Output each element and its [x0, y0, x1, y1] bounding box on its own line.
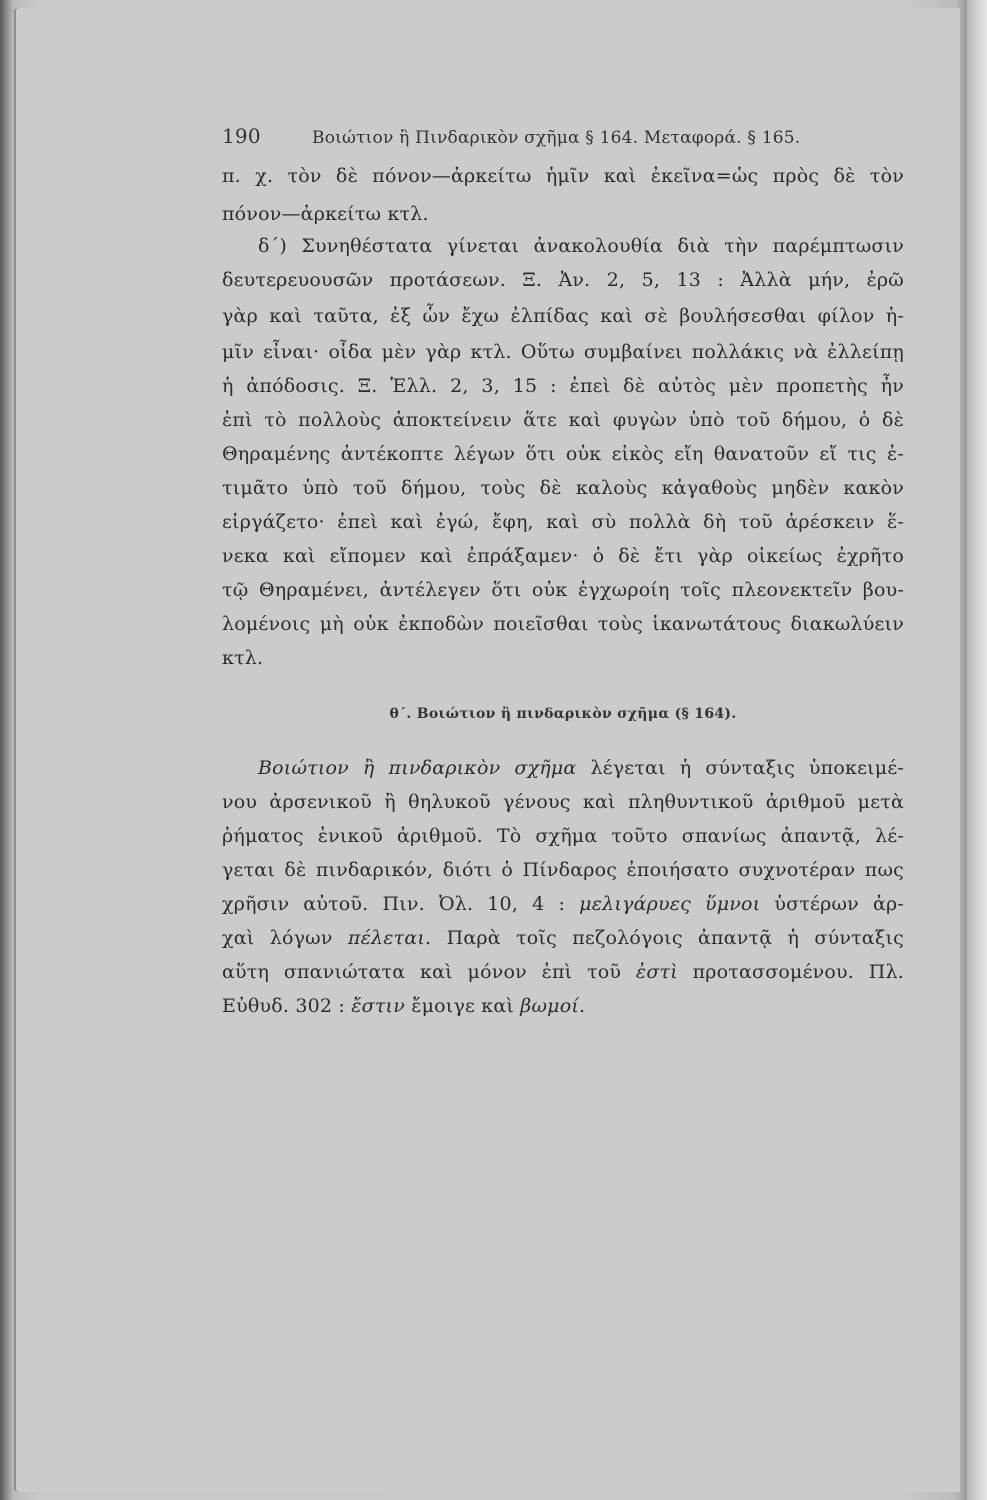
text-line — [222, 960, 904, 984]
text-span: Εὐθυδ. 302 : — [222, 995, 352, 1017]
text-line: ἡ ἀπόδοσις. Ξ. Ἑλλ. 2, 3, 15 : ἐπεὶ δὲ αὐτὸς μὲν προπετὴς ἦν — [222, 375, 904, 397]
page-edge — [967, 0, 987, 1500]
text-line — [222, 892, 904, 916]
italic-quote: πέλεται. — [347, 927, 432, 949]
text-span: χαὶ λόγων — [222, 927, 348, 949]
text-span: λέγεται ἡ σύνταξις ὑποκειμέ- — [576, 757, 904, 779]
running-header — [222, 124, 904, 150]
text-line: γεται δὲ πινδαρικόν, διότι ὁ Πίνδαρος ἐποιήσατο συχνοτέραν πως — [222, 859, 904, 881]
text-line: εἰργάζετο· ἐπεὶ καὶ ἐγώ, ἔφη, καὶ σὺ πολλὰ δὴ τοῦ ἀρέσκειν ἕ- — [222, 511, 904, 533]
text-span: αὕτη σπανιώτατα καὶ μόνον ἐπὶ τοῦ — [222, 961, 636, 983]
text-span: προτασσομένου. Πλ. — [677, 961, 904, 983]
italic-term: Βοιώτιον ἢ πινδαρικὸν σχῆμα — [258, 757, 577, 779]
page-number: 190 — [222, 124, 261, 148]
text-line: νου ἀρσενικοῦ ἢ θηλυκοῦ γένους καὶ πληθυντικοῦ ἀριθμοῦ μετὰ — [222, 791, 904, 813]
text-line — [222, 926, 904, 950]
text-line: λομένοις μὴ οὐκ ἐκποδὼν ποιεῖσθαι τοὺς ἱκανωτάτους διακωλύειν — [222, 613, 904, 635]
text-line — [258, 756, 904, 780]
text-line: δ΄) Συνηθέστατα γίνεται ἀνακολουθία διὰ τὴν παρέμπτωσιν — [258, 235, 904, 257]
text-line: νεκα καὶ εἴπομεν καὶ ἐπράξαμεν· ὁ δὲ ἔτι γὰρ οἰκείως ἐχρῆτο — [222, 545, 904, 567]
book-page — [14, 8, 960, 1492]
text-line: ἐπὶ τὸ πολλοὺς ἀποκτείνειν ἅτε καὶ φυγὼν ὑπὸ τοῦ δήμου, ὁ δὲ — [222, 409, 904, 431]
text-span: χρῆσιν αὐτοῦ. Πιν. Ὀλ. 10, 4 : — [222, 893, 580, 915]
text-line: μῖν εἶναι· οἶδα μὲν γὰρ κτλ. Οὕτω συμβαίνει πολλάκις νὰ ἐλλείπῃ — [222, 341, 904, 363]
section-heading: θ΄. Βοιώτιον ἢ πινδαρικὸν σχῆμα (§ 164). — [389, 706, 737, 722]
running-title: Βοιώτιον ἢ Πινδαρικὸν σχῆμα § 164. Μεταφορά. § 165. — [312, 128, 801, 148]
text-line: τῷ Θηραμένει, ἀντέλεγεν ὅτι οὐκ ἐγχωροίη τοῖς πλεονεκτεῖν βου- — [222, 579, 904, 601]
text-span: ἔμοιγε καὶ — [404, 995, 521, 1017]
text-line: τιμᾶτο ὑπὸ τοῦ δήμου, τοὺς δὲ καλοὺς κἀγαθοὺς μηδὲν κακὸν — [222, 477, 904, 499]
text-line: δευτερευουσῶν προτάσεων. Ξ. Ἀν. 2, 5, 13 : Ἀλλὰ μήν, ἐρῶ — [222, 269, 904, 291]
italic-quote: μελιγάρυες ὕμνοι — [579, 893, 761, 915]
italic-word: ἔστιν — [351, 995, 405, 1017]
text-span: ὑστέρων ἀρ- — [760, 893, 904, 915]
text-line: κτλ. — [222, 647, 264, 669]
text-span: Παρὰ τοῖς πεζολόγοις ἀπαντᾷ ἡ σύνταξις — [431, 927, 904, 949]
text-line: π. χ. τὸν δὲ πόνον—ἀρκείτω ἡμῖν καὶ ἐκεῖνα=ὡς πρὸς δὲ τὸν — [222, 165, 904, 187]
text-line: γὰρ καὶ ταῦτα, ἐξ ὧν ἔχω ἐλπίδας καὶ σὲ βουλήσεσθαι φίλον ἡ- — [222, 305, 904, 327]
italic-word: βωμοί. — [520, 995, 586, 1017]
text-line — [222, 994, 904, 1018]
italic-word: ἐστὶ — [635, 961, 678, 983]
text-line: ῥήματος ἑνικοῦ ἀριθμοῦ. Τὸ σχῆμα τοῦτο σπανίως ἀπαντᾷ, λέ- — [222, 825, 904, 847]
text-line: Θηραμένης ἀντέκοπτε λέγων ὅτι οὐκ εἰκὸς εἴη θανατοῦν εἴ τις ἐ- — [222, 443, 904, 465]
text-line: πόνον—ἀρκείτω κτλ. — [222, 203, 429, 225]
